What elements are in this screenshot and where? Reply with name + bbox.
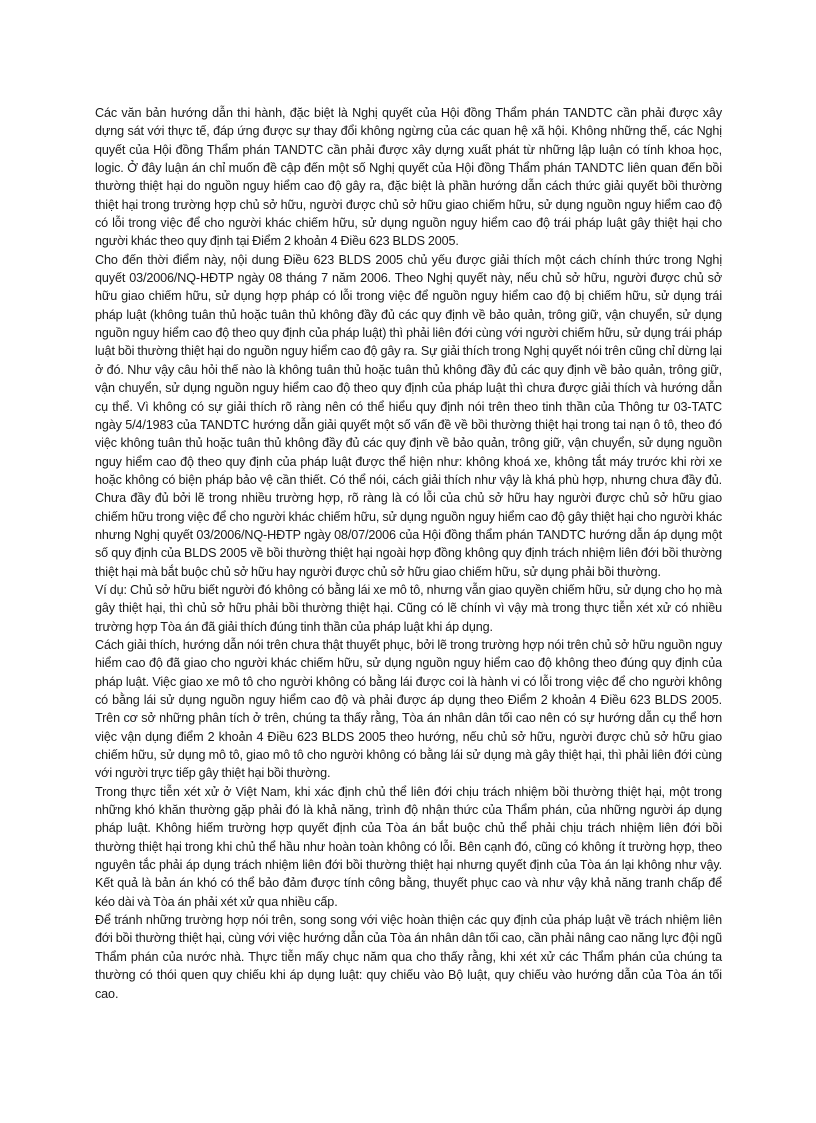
paragraph-5: Trong thực tiễn xét xử ở Việt Nam, khi xác định chủ thể liên đới chịu trách nhiệm bồi thường thiệt hại, một trong những khó khăn thường gặp phải đó là khả năng, trình độ nhận thức của Thẩm phán, của những người áp dụng pháp luật. Không hiếm trường hợp quyết định của Tòa án bắt buộc chủ thể phải chịu trách nhiệm liên đới bồi thường thiệt hại trong khi chủ thể hầu như hoàn toàn không có lỗi. Bên cạnh đó, cũng có không ít trường hợp, theo nguyên tắc phải áp dụng trách nhiệm liên đới bồi thường thiệt hại nhưng quyết định của Tòa án lại không như vậy. Kết quả là bản án khó có thể bảo đảm được tính công bằng, thuyết phục cao và như vậy khả năng tranh chấp để kéo dài và Tòa án phải xét xử qua nhiều cấp. [95, 784, 722, 909]
paragraph-2: Cho đến thời điểm này, nội dung Điều 623 BLDS 2005 chủ yếu được giải thích một cách chính thức trong Nghị quyết 03/2006/NQ-HĐTP ngày 08 tháng 7 năm 2006. Theo Nghị quyết này, nếu chủ sở hữu, người được chủ sở hữu giao chiếm hữu, sử dụng hợp pháp có lỗi trong việc để nguồn nguy hiểm cao độ bị chiếm hữu, sử dụng trái pháp luật (không tuân thủ hoặc tuân thủ không đầy đủ các quy định về bảo quản, trông giữ, vận chuyển, sử dụng nguồn nguy hiểm cao độ theo quy định của pháp luật) thì phải liên đới cùng với người chiếm hữu, sử dụng trái pháp luật bồi thường thiệt hại do nguồn nguy hiểm cao độ gây ra. Sự giải thích trong Nghị quyết nói trên cũng chỉ dừng lại ở đó. Như vậy câu hỏi thế nào là không tuân thủ hoặc tuân thủ không đầy đủ các quy định về bảo quản, trông giữ, vận chuyển, sử dụng nguồn nguy hiểm cao độ theo quy định của pháp luật thì chưa được giải thích và hướng dẫn cụ thể. Vì không có sự giải thích rõ ràng nên có thể hiểu quy định nói trên theo tinh thần của Thông tư 03-TATC ngày 5/4/1983 của TANDTC hướng dẫn giải quyết một số vấn đề về bồi thường thiệt hại trong tai nạn ô tô, theo đó việc không tuân thủ hoặc tuân thủ không đầy đủ các quy định về bảo quản, trông giữ, vận chuyển, sử dụng nguồn nguy hiểm cao độ theo quy định của pháp luật được thể hiện như: không khoá xe, không tắt máy trước khi rời xe hoặc không có biện pháp bảo vệ cần thiết. Có thể nói, cách giải thích như vậy là khá phù hợp, nhưng chưa đầy đủ. Chưa đầy đủ bởi lẽ trong nhiều trường hợp, rõ ràng là có lỗi của chủ sở hữu hay người được chủ sở hữu giao chiếm hữu trong việc để cho người khác chiếm hữu, sử dụng nguồn nguy hiểm cao độ gây thiệt hại cho người khác nhưng Nghị quyết 03/2006/NQ-HĐTP ngày 08/07/2006 của Hội đồng thẩm phán TANDTC hướng dẫn áp dụng một số quy định của BLDS 2005 về bồi thường thiệt hại ngoài hợp đồng không quy định trách nhiệm liên đới bồi thường thiệt hại mà bắt buộc chủ sở hữu hay người được chủ sở hữu giao chiếm hữu, sử dụng phải bồi thường. [95, 252, 722, 579]
paragraph-4: Cách giải thích, hướng dẫn nói trên chưa thật thuyết phục, bởi lẽ trong trường hợp nói trên chủ sở hữu nguồn nguy hiểm cao độ đã giao cho người khác chiếm hữu, sử dụng nguồn nguy hiểm cao độ không theo đúng quy định của pháp luật. Việc giao xe mô tô cho người không có bằng lái được coi là hành vi có lỗi trong việc để cho người không có bằng lái sử dụng nguồn nguy hiểm cao độ và phải được áp dụng theo Điểm 2 khoản 4 Điều 623 BLDS 2005. Trên cơ sở những phân tích ở trên, chúng ta thấy rằng, Tòa án nhân dân tối cao nên có sự hướng dẫn cụ thể hơn việc vận dụng điểm 2 khoản 4 Điều 623 BLDS 2005 theo hướng, nếu chủ sở hữu, người được chủ sở hữu giao chiếm hữu, sử dụng mô tô, giao mô tô cho người không có bằng lái sử dụng mà gây thiệt hại, thì phải liên đới cùng với người trực tiếp gây thiệt hại bồi thường. [95, 637, 722, 781]
paragraph-6: Để tránh những trường hợp nói trên, song song với việc hoàn thiện các quy định của pháp luật về trách nhiệm liên đới bồi thường thiệt hại, cùng với việc hướng dẫn của Tòa án nhân dân tối cao, cần phải nâng cao năng lực đội ngũ Thẩm phán của nước nhà. Thực tiễn mấy chục năm qua cho thấy rằng, khi xét xử các Thẩm phán của chúng ta thường có thói quen quy chiếu khi áp dụng luật: quy chiếu vào Bộ luật, quy chiếu vào hướng dẫn của Tòa án tối cao. [95, 913, 722, 1001]
paragraph-1: Các văn bản hướng dẫn thi hành, đặc biệt là Nghị quyết của Hội đồng Thẩm phán TANDTC cần phải được xây dựng sát với thực tế, đáp ứng được sự thay đổi không ngừng của các quan hệ xã hội. Không những thế, các Nghị quyết của Hội đồng Thẩm phán TANDTC cần phải được xây dựng xuất phát từ những lập luận có tính khoa học, logic. Ở đây luận án chỉ muốn đề cập đến một số Nghị quyết của Hội đồng Thẩm phán TANDTC liên quan đến bồi thường thiệt hại do nguồn nguy hiểm cao độ gây ra, đặc biệt là phần hướng dẫn cách thức giải quyết bồi thường thiệt hại trong trường hợp chủ sở hữu, người được chủ sở hữu giao chiếm hữu, sử dụng nguồn nguy hiểm cao độ có lỗi trong việc để cho người khác chiếm hữu, sử dụng nguồn nguy hiểm cao độ trái pháp luật gây thiệt hại cho người khác theo quy định tại Điểm 2 khoản 4 Điều 623 BLDS 2005. [95, 106, 722, 249]
document-body [95, 104, 722, 1003]
paragraph-3: Ví dụ: Chủ sở hữu biết người đó không có bằng lái xe mô tô, nhưng vẫn giao quyền chiếm hữu, sử dụng cho họ mà gây thiệt hại, thì chủ sở hữu phải bồi thường thiệt hại. Cũng có lẽ chính vì vậy mà trong thực tiễn xét xử có nhiều trường hợp Tòa án đã giải thích đúng tinh thần của pháp luật khi áp dụng. [95, 582, 722, 634]
